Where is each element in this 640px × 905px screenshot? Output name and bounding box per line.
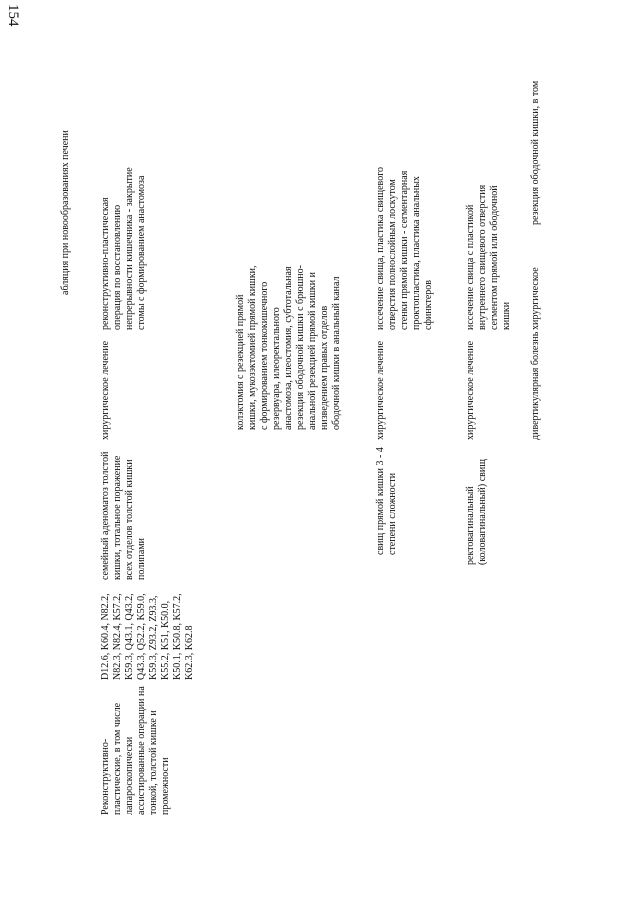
method-cell: реконструктивно-пластическая операция по восстановлению непрерывности кишечника - закрытие стомы с формированием анастомоза (100, 167, 147, 330)
treatment-cell: хирургическое (530, 267, 541, 330)
model-cell: свищ прямой кишки 3 - 4 степени сложности (375, 447, 398, 555)
method-cell: иссечение свища, пластика свищевого отверстия полнослойным лоскутом стенки прямой кишки - сегментарная проктопластика, пластика анальных сфинктеров (375, 166, 434, 330)
page-number: 154 (5, 4, 21, 27)
model-cell: ректовагинальный (коловагинальный) свищ (465, 459, 488, 565)
model-cell: дивертикулярная болезнь (530, 331, 541, 440)
model-cell: семейный аденоматоз толстой кишки, тотальное поражение всех отделов толстой кишки полипами (100, 451, 147, 580)
treatment-cell: хирургическое лечение (100, 340, 111, 440)
method-cell: иссечение свища с пластикой внутреннего свищевого отверстия сегментом прямой или ободочной кишки (465, 184, 512, 330)
codes-cell: D12.6, K60.4, N82.2, N82.3, N82.4, K57.2, K59.3, Q43.1, Q43.2, Q43.3, Q52.2, K59.0, K59.3, Z93.2, Z93.3, K55.2, K51, K50.0, K50.1, K50.8, K57.2, K62.3, K62.8 (100, 593, 195, 680)
group-cell: Реконструктивно-пластические, в том числе лапароскопически ассистированные операции на тонкой, толстой кишке и промежности (100, 686, 171, 815)
method-cell: колэктомия с резекцией прямой кишки, мукозэктомией прямой кишки, с формированием тонкокишечного резервуара, илеоректального анастомоза, илеостомия, субтотальная резекция ободочной кишки с брюшно-анальной резекцией прямой кишки и низведением правых отделов ободочной кишки в анальный канал (235, 265, 342, 430)
method-cell: резекция ободочной кишки, в том (530, 80, 541, 225)
method-cell: абляция при новообразованиях печени (60, 130, 71, 295)
treatment-cell: хирургическое лечение (375, 340, 386, 440)
treatment-cell: хирургическое лечение (465, 340, 476, 440)
